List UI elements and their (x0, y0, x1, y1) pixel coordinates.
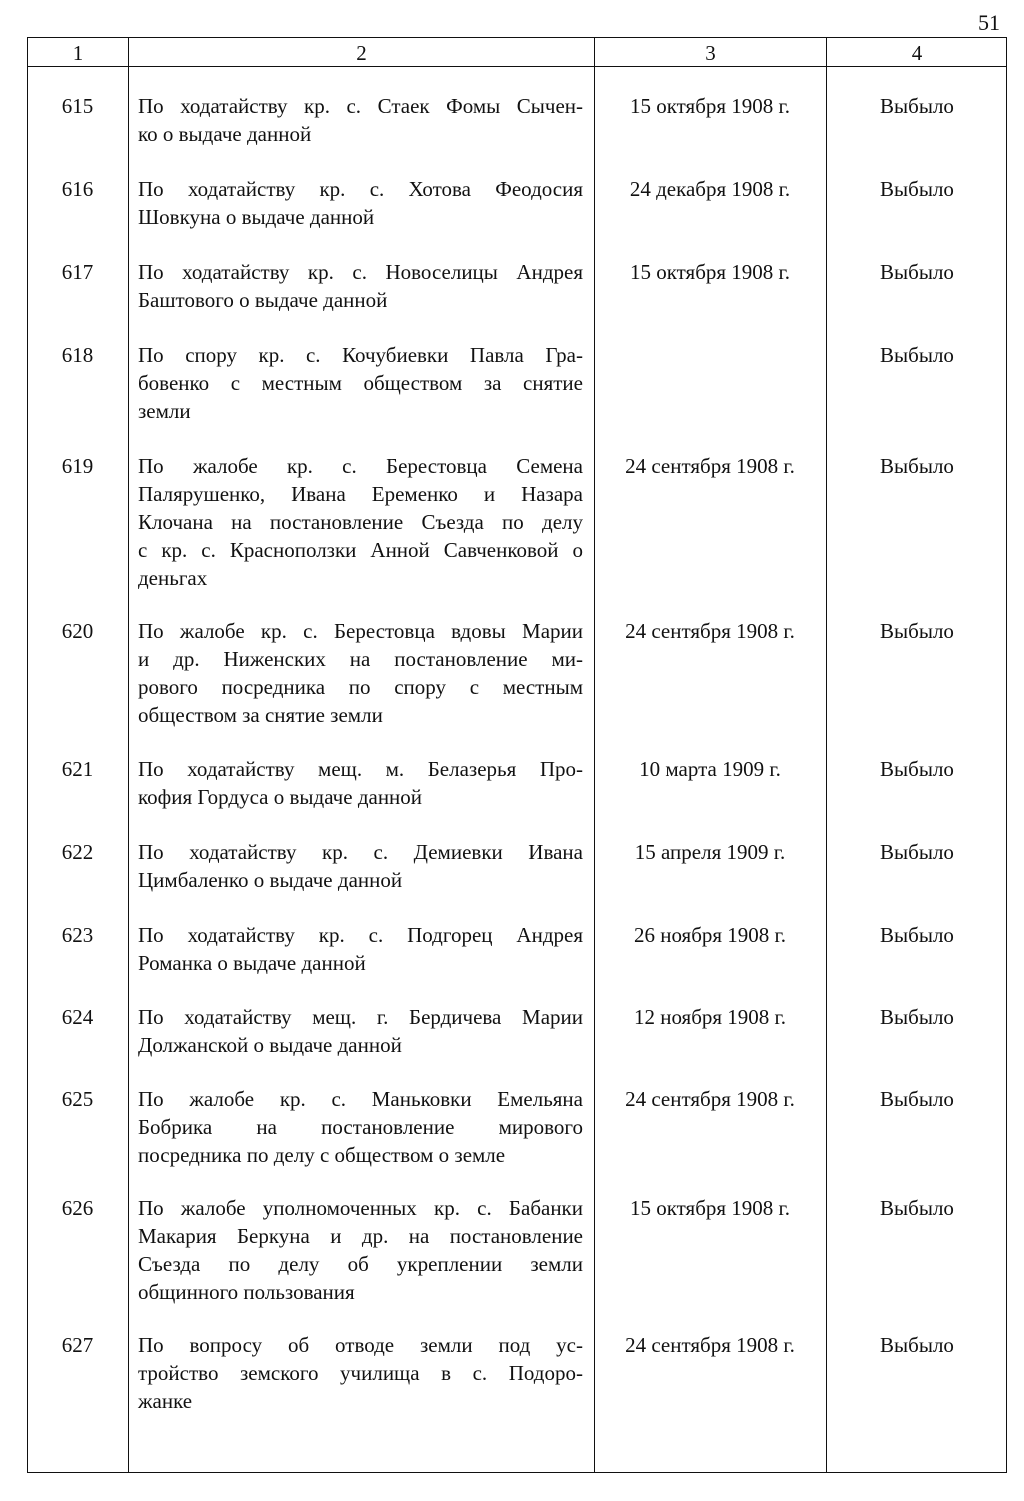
description-line: посредника по делу с обществом о земле (138, 1143, 506, 1167)
description-line: По ходатайству кр. с. Новоселицы Андрея (138, 260, 583, 284)
description-line: Должанской о выдаче данной (138, 1033, 402, 1057)
entry-date: 24 сентября 1908 г. (625, 1333, 795, 1357)
entry-description (138, 838, 583, 894)
entry-status: Выбыло (880, 923, 954, 947)
description-line: По жалобе уполномоченных кр. с. Бабанки (138, 1196, 583, 1220)
entry-description (138, 341, 583, 425)
entry-number: 618 (61, 343, 94, 367)
description-line: Романка о выдаче данной (138, 951, 366, 975)
column-header-2: 2 (356, 41, 367, 65)
entry-status: Выбыло (880, 177, 954, 201)
entry-description (138, 452, 583, 592)
entry-status: Выбыло (880, 757, 954, 781)
entry-status: Выбыло (880, 1333, 954, 1357)
column-header-4: 4 (911, 41, 923, 65)
entry-status: Выбыло (880, 1196, 954, 1220)
entry-description (138, 1085, 583, 1169)
entry-date: 15 октября 1908 г. (629, 260, 791, 284)
description-line: Палярушенко, Ивана Еременко и Назара (138, 482, 583, 506)
entry-number: 616 (61, 177, 94, 201)
description-line: По ходатайству кр. с. Хотова Феодосия (138, 177, 583, 201)
description-line: общинного пользования (138, 1280, 355, 1304)
description-line: Клочана на постановление Съезда по делу (138, 510, 583, 534)
description-line: жанке (138, 1389, 193, 1413)
entry-description (138, 1331, 583, 1415)
entry-date: 24 сентября 1908 г. (625, 1087, 795, 1111)
entry-status: Выбыло (880, 1005, 954, 1029)
column-header-3: 3 (705, 41, 716, 65)
entry-status: Выбыло (880, 454, 954, 478)
entry-number: 620 (61, 619, 94, 643)
page-number: 51 (978, 10, 1000, 35)
entry-number: 622 (61, 840, 94, 864)
entry-date: 24 сентября 1908 г. (625, 454, 795, 478)
entry-date: 12 ноября 1908 г. (633, 1005, 787, 1029)
entry-date: 15 октября 1908 г. (629, 1196, 791, 1220)
entry-status: Выбыло (880, 619, 954, 643)
description-line: По ходатайству кр. с. Стаек Фомы Сычен- (138, 94, 583, 118)
entry-number: 615 (61, 94, 94, 118)
description-line: Съезда по делу об укреплении земли (138, 1252, 583, 1276)
entry-description (138, 258, 583, 314)
entry-date: 10 марта 1909 г. (639, 757, 781, 781)
column-header-1: 1 (72, 41, 84, 65)
description-line: тройство земского училища в с. Подоро- (138, 1361, 583, 1385)
entry-date: 24 декабря 1908 г. (629, 177, 791, 201)
entry-number: 625 (61, 1087, 94, 1111)
entry-description (138, 92, 583, 148)
entry-number: 619 (61, 454, 94, 478)
entry-status: Выбыло (880, 343, 954, 367)
description-line: рового посредника по спору с местным (138, 675, 583, 699)
entry-description (138, 617, 583, 729)
description-line: Шовкуна о выдаче данной (138, 205, 375, 229)
entry-description (138, 175, 583, 231)
description-line: По вопросу об отводе земли под ус- (138, 1333, 583, 1357)
entry-description (138, 1194, 583, 1306)
description-line: По жалобе кр. с. Берестовца Семена (138, 454, 583, 478)
description-line: ко о выдаче данной (138, 122, 312, 146)
description-line: кофия Гордуса о выдаче данной (138, 785, 423, 809)
entry-number: 626 (61, 1196, 94, 1220)
entry-date: 15 апреля 1909 г. (634, 840, 786, 864)
entry-date: 15 октября 1908 г. (629, 94, 791, 118)
entry-status: Выбыло (880, 94, 954, 118)
entry-status: Выбыло (880, 840, 954, 864)
description-line: земли (138, 399, 191, 423)
description-line: обществом за снятие земли (138, 703, 383, 727)
description-line: и др. Ниженских на постановление ми- (138, 647, 583, 671)
entry-date: 24 сентября 1908 г. (625, 619, 795, 643)
entry-number: 621 (61, 757, 94, 781)
entry-description (138, 1003, 583, 1059)
description-line: По ходатайству мещ. м. Белазерья Про- (138, 757, 583, 781)
entry-number: 617 (61, 260, 94, 284)
entry-date: 26 ноября 1908 г. (633, 923, 787, 947)
header-divider (27, 66, 1007, 67)
entry-number: 623 (61, 923, 94, 947)
entry-status: Выбыло (880, 260, 954, 284)
description-line: По жалобе кр. с. Маньковки Емельяна (138, 1087, 583, 1111)
entry-number: 624 (61, 1005, 94, 1029)
description-line: Макария Беркуна и др. на постановление (138, 1224, 583, 1248)
description-line: По ходатайству кр. с. Демиевки Ивана (138, 840, 583, 864)
entry-status: Выбыло (880, 1087, 954, 1111)
description-line: бовенко с местным обществом за снятие (138, 371, 583, 395)
description-line: деньгах (138, 566, 208, 590)
description-line: Баштового о выдаче данной (138, 288, 388, 312)
description-line: По жалобе кр. с. Берестовца вдовы Марии (138, 619, 583, 643)
description-line: По ходатайству мещ. г. Бердичева Марии (138, 1005, 583, 1029)
description-line: с кр. с. Красноползки Анной Савченковой о (138, 538, 583, 562)
description-line: По спору кр. с. Кочубиевки Павла Гра- (138, 343, 583, 367)
entry-description (138, 921, 583, 977)
description-line: Бобрика на постановление мирового (138, 1115, 583, 1139)
description-line: По ходатайству кр. с. Подгорец Андрея (138, 923, 583, 947)
description-line: Цимбаленко о выдаче данной (138, 868, 403, 892)
column-divider (128, 37, 129, 1473)
entry-number: 627 (61, 1333, 94, 1357)
entry-description (138, 755, 583, 811)
